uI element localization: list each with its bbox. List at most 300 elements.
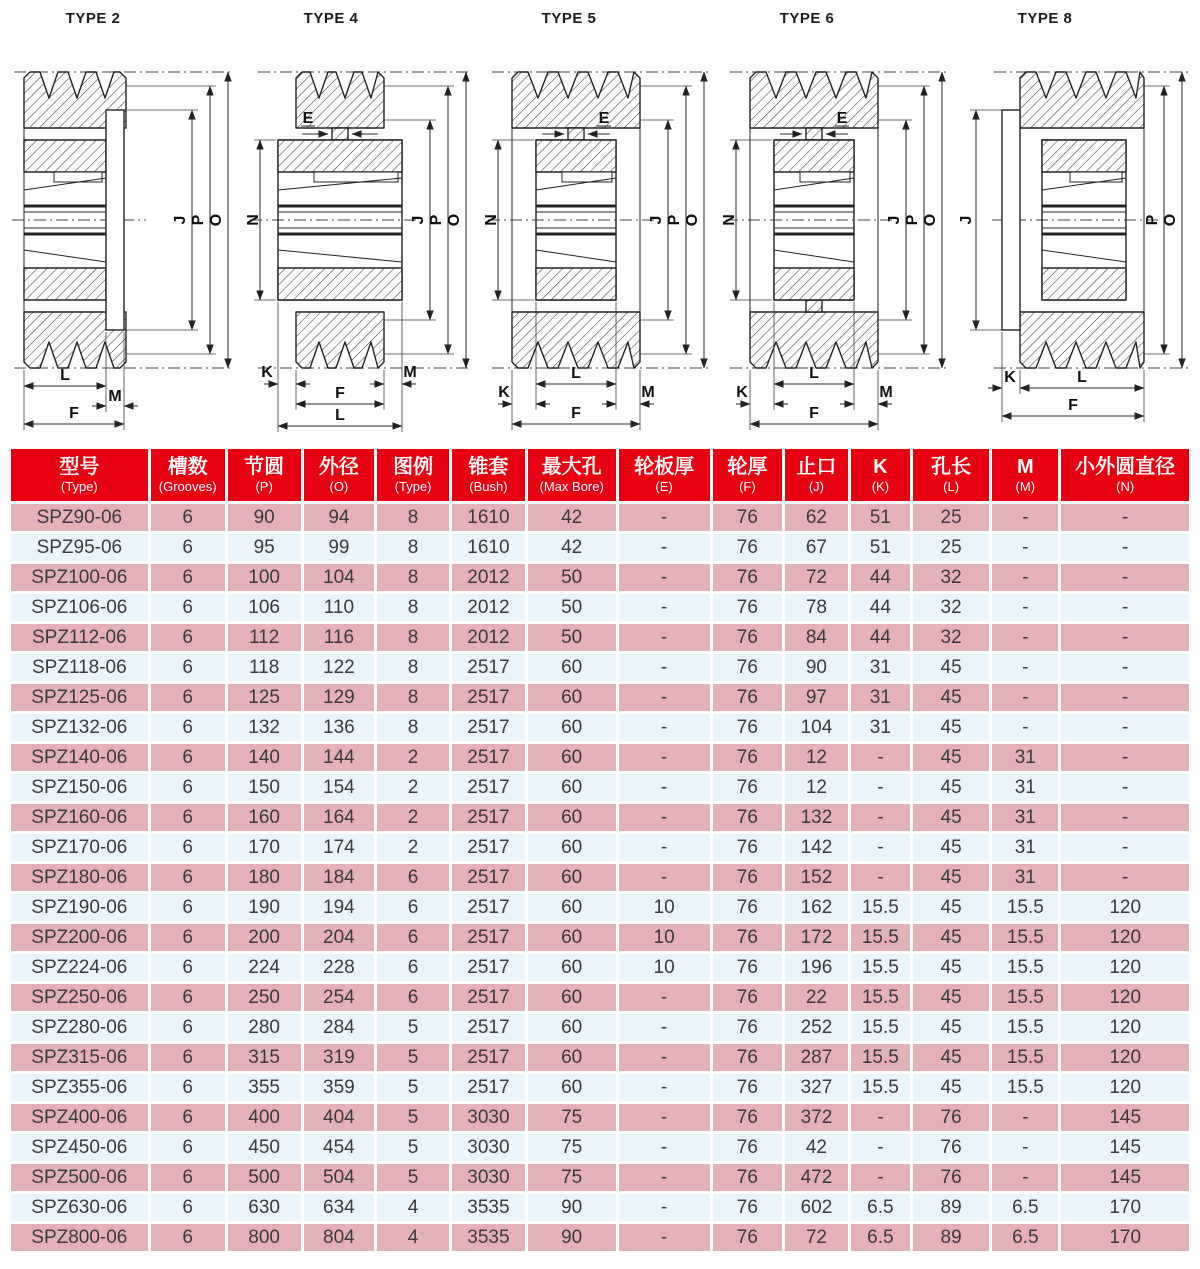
model-cell: SPZ150-06 (11, 774, 148, 801)
value-cell: 200 (228, 924, 301, 951)
value-cell: 90 (785, 654, 848, 681)
value-cell: 8 (377, 504, 449, 531)
value-cell: 76 (713, 594, 782, 621)
value-cell: 75 (528, 1134, 616, 1161)
table-row (11, 744, 1189, 771)
value-cell: 15.5 (992, 1074, 1058, 1101)
value-cell: 76 (713, 744, 782, 771)
value-cell: 2517 (452, 774, 525, 801)
value-cell: 76 (713, 1224, 782, 1251)
value-cell: - (851, 834, 910, 861)
drawing-type-2 (6, 6, 242, 444)
dim-label-p: P (428, 214, 445, 226)
value-cell: - (992, 594, 1058, 621)
value-cell: - (1061, 834, 1189, 861)
value-cell: 8 (377, 684, 449, 711)
value-cell: 254 (304, 984, 375, 1011)
value-cell: 5 (377, 1044, 449, 1071)
dim-label-j: J (886, 215, 903, 225)
value-cell: 76 (913, 1104, 989, 1131)
dim-label-k: K (1004, 369, 1016, 386)
dim-label-f: F (69, 405, 79, 422)
value-cell: 31 (851, 654, 910, 681)
value-cell: 634 (304, 1194, 375, 1221)
table-row (11, 984, 1189, 1011)
column-header: 最大孔 (Max Bore) (528, 449, 616, 501)
value-cell: 204 (304, 924, 375, 951)
value-cell: 372 (785, 1104, 848, 1131)
value-cell: 2 (377, 774, 449, 801)
value-cell: 45 (913, 1044, 989, 1071)
value-cell: 5 (377, 1164, 449, 1191)
value-cell: - (619, 1224, 710, 1251)
value-cell: 6 (151, 504, 225, 531)
value-cell: 174 (304, 834, 375, 861)
value-cell: - (619, 1164, 710, 1191)
value-cell: 315 (228, 1044, 301, 1071)
value-cell: 2012 (452, 564, 525, 591)
value-cell: 60 (528, 714, 616, 741)
table-row (11, 714, 1189, 741)
table-row (11, 804, 1189, 831)
value-cell: 45 (913, 714, 989, 741)
value-cell: 6 (151, 1014, 225, 1041)
value-cell: 110 (304, 594, 375, 621)
value-cell: 250 (228, 984, 301, 1011)
model-cell: SPZ112-06 (11, 624, 148, 651)
value-cell: 170 (1061, 1224, 1189, 1251)
table-row (11, 894, 1189, 921)
value-cell: 45 (913, 1014, 989, 1041)
value-cell: 76 (713, 1164, 782, 1191)
value-cell: - (1061, 774, 1189, 801)
value-cell: - (1061, 744, 1189, 771)
value-cell: 76 (913, 1164, 989, 1191)
value-cell: - (619, 744, 710, 771)
value-cell: 76 (713, 564, 782, 591)
value-cell: 2 (377, 834, 449, 861)
value-cell: 60 (528, 654, 616, 681)
value-cell: - (851, 1134, 910, 1161)
value-cell: 355 (228, 1074, 301, 1101)
value-cell: 84 (785, 624, 848, 651)
value-cell: 31 (992, 744, 1058, 771)
value-cell: - (851, 1164, 910, 1191)
dim-label-o: O (446, 213, 463, 227)
value-cell: - (1061, 804, 1189, 831)
type-8-cross-section (958, 32, 1194, 444)
value-cell: 180 (228, 864, 301, 891)
value-cell: 76 (713, 1194, 782, 1221)
value-cell: 60 (528, 744, 616, 771)
value-cell: 90 (528, 1194, 616, 1221)
value-cell: - (1061, 654, 1189, 681)
table-row (11, 594, 1189, 621)
value-cell: 120 (1061, 1074, 1189, 1101)
dim-label-k: K (498, 384, 510, 401)
dim-label-m: M (879, 384, 893, 401)
dim-label-k: K (261, 364, 273, 381)
value-cell: 6 (151, 684, 225, 711)
value-cell: 454 (304, 1134, 375, 1161)
value-cell: 31 (992, 774, 1058, 801)
value-cell: 42 (785, 1134, 848, 1161)
value-cell: 6 (377, 894, 449, 921)
value-cell: 51 (851, 534, 910, 561)
value-cell: - (992, 504, 1058, 531)
value-cell: 112 (228, 624, 301, 651)
value-cell: 6 (151, 714, 225, 741)
table-row (11, 684, 1189, 711)
model-cell: SPZ140-06 (11, 744, 148, 771)
value-cell: - (1061, 534, 1189, 561)
value-cell: - (619, 1074, 710, 1101)
value-cell: 44 (851, 624, 910, 651)
drawing-type-5 (482, 6, 718, 444)
value-cell: 6.5 (992, 1194, 1058, 1221)
value-cell: 8 (377, 594, 449, 621)
value-cell: 602 (785, 1194, 848, 1221)
value-cell: - (619, 1134, 710, 1161)
table-row (11, 1164, 1189, 1191)
value-cell: 287 (785, 1044, 848, 1071)
column-header: M (M) (992, 449, 1058, 501)
value-cell: 76 (713, 624, 782, 651)
value-cell: - (851, 774, 910, 801)
value-cell: 132 (785, 804, 848, 831)
model-cell: SPZ400-06 (11, 1104, 148, 1131)
value-cell: 45 (913, 684, 989, 711)
table-row (11, 624, 1189, 651)
value-cell: - (992, 624, 1058, 651)
value-cell: 500 (228, 1164, 301, 1191)
value-cell: - (619, 1104, 710, 1131)
model-cell: SPZ95-06 (11, 534, 148, 561)
dim-label-f: F (1068, 397, 1078, 414)
dim-label-l: L (809, 365, 819, 382)
dim-label-f: F (571, 405, 581, 422)
value-cell: 15.5 (851, 984, 910, 1011)
value-cell: 170 (1061, 1194, 1189, 1221)
value-cell: 2 (377, 804, 449, 831)
model-cell: SPZ132-06 (11, 714, 148, 741)
value-cell: 145 (1061, 1164, 1189, 1191)
spec-table-section (0, 444, 1200, 1262)
model-cell: SPZ500-06 (11, 1164, 148, 1191)
value-cell: - (851, 1104, 910, 1131)
value-cell: - (619, 834, 710, 861)
value-cell: 2517 (452, 834, 525, 861)
column-header: 节圆 (P) (228, 449, 301, 501)
value-cell: 6.5 (851, 1224, 910, 1251)
dim-label-j: J (172, 215, 189, 225)
value-cell: 5 (377, 1074, 449, 1101)
value-cell: - (1061, 864, 1189, 891)
value-cell: 32 (913, 564, 989, 591)
dim-label-e: E (598, 110, 610, 127)
value-cell: 60 (528, 1074, 616, 1101)
value-cell: 120 (1061, 1044, 1189, 1071)
value-cell: 72 (785, 1224, 848, 1251)
value-cell: 10 (619, 894, 710, 921)
value-cell: 6 (377, 924, 449, 951)
column-header: 轮厚 (F) (713, 449, 782, 501)
value-cell: - (619, 624, 710, 651)
value-cell: 284 (304, 1014, 375, 1041)
dim-label-e: E (836, 110, 848, 127)
drawing-title: TYPE 8 (1017, 10, 1073, 27)
value-cell: 60 (528, 894, 616, 921)
value-cell: - (619, 864, 710, 891)
value-cell: 252 (785, 1014, 848, 1041)
model-cell: SPZ800-06 (11, 1224, 148, 1251)
value-cell: 8 (377, 534, 449, 561)
value-cell: 3535 (452, 1224, 525, 1251)
value-cell: 6 (151, 534, 225, 561)
dim-label-m: M (403, 364, 417, 381)
value-cell: 15.5 (851, 954, 910, 981)
value-cell: 50 (528, 594, 616, 621)
dim-label-l: L (1077, 369, 1087, 386)
dim-label-o: O (684, 213, 701, 227)
value-cell: 327 (785, 1074, 848, 1101)
value-cell: 25 (913, 504, 989, 531)
value-cell: - (1061, 504, 1189, 531)
value-cell: 76 (713, 1074, 782, 1101)
dim-label-k: K (736, 384, 748, 401)
value-cell: 90 (528, 1224, 616, 1251)
model-cell: SPZ160-06 (11, 804, 148, 831)
type-4-cross-section (244, 32, 480, 444)
value-cell: 160 (228, 804, 301, 831)
model-cell: SPZ106-06 (11, 594, 148, 621)
spec-table (8, 446, 1192, 1254)
value-cell: 60 (528, 984, 616, 1011)
value-cell: 140 (228, 744, 301, 771)
value-cell: 359 (304, 1074, 375, 1101)
value-cell: 5 (377, 1014, 449, 1041)
value-cell: 152 (785, 864, 848, 891)
value-cell: 45 (913, 834, 989, 861)
value-cell: 42 (528, 534, 616, 561)
value-cell: 45 (913, 864, 989, 891)
table-row (11, 864, 1189, 891)
value-cell: 6 (151, 1134, 225, 1161)
value-cell: 172 (785, 924, 848, 951)
value-cell: - (619, 804, 710, 831)
value-cell: 22 (785, 984, 848, 1011)
table-row (11, 1224, 1189, 1251)
value-cell: - (619, 504, 710, 531)
value-cell: 72 (785, 564, 848, 591)
value-cell: 6.5 (851, 1194, 910, 1221)
value-cell: 6 (151, 774, 225, 801)
value-cell: 6 (151, 564, 225, 591)
model-cell: SPZ100-06 (11, 564, 148, 591)
value-cell: - (619, 1044, 710, 1071)
value-cell: 45 (913, 1074, 989, 1101)
value-cell: 6 (151, 1164, 225, 1191)
dim-label-o: O (1162, 213, 1179, 227)
dim-label-j: J (958, 215, 975, 225)
table-row (11, 654, 1189, 681)
dim-label-l: L (571, 365, 581, 382)
value-cell: 162 (785, 894, 848, 921)
drawing-type-6 (720, 6, 956, 444)
value-cell: 45 (913, 804, 989, 831)
value-cell: 120 (1061, 984, 1189, 1011)
value-cell: 145 (1061, 1104, 1189, 1131)
value-cell: 78 (785, 594, 848, 621)
value-cell: 15.5 (851, 924, 910, 951)
value-cell: - (1061, 624, 1189, 651)
value-cell: 120 (1061, 954, 1189, 981)
dim-label-p: P (1144, 214, 1161, 226)
value-cell: 67 (785, 534, 848, 561)
model-cell: SPZ118-06 (11, 654, 148, 681)
value-cell: - (619, 1014, 710, 1041)
value-cell: 76 (713, 504, 782, 531)
value-cell: - (619, 564, 710, 591)
model-cell: SPZ280-06 (11, 1014, 148, 1041)
value-cell: 76 (713, 684, 782, 711)
value-cell: 60 (528, 1044, 616, 1071)
value-cell: 6 (151, 954, 225, 981)
value-cell: - (1061, 684, 1189, 711)
table-row (11, 1074, 1189, 1101)
value-cell: 94 (304, 504, 375, 531)
value-cell: 15.5 (851, 1074, 910, 1101)
dim-label-n: N (483, 214, 500, 226)
value-cell: 8 (377, 564, 449, 591)
value-cell: 45 (913, 984, 989, 1011)
value-cell: 136 (304, 714, 375, 741)
drawing-title: TYPE 5 (541, 10, 597, 27)
model-cell: SPZ180-06 (11, 864, 148, 891)
value-cell: 60 (528, 804, 616, 831)
model-cell: SPZ630-06 (11, 1194, 148, 1221)
value-cell: - (992, 714, 1058, 741)
value-cell: - (992, 654, 1058, 681)
value-cell: 6 (151, 1044, 225, 1071)
value-cell: 60 (528, 684, 616, 711)
value-cell: 6 (151, 984, 225, 1011)
value-cell: 6 (151, 654, 225, 681)
value-cell: 132 (228, 714, 301, 741)
value-cell: - (619, 1194, 710, 1221)
table-row (11, 834, 1189, 861)
value-cell: 31 (992, 804, 1058, 831)
pulley-drawings (0, 0, 1200, 444)
model-cell: SPZ315-06 (11, 1044, 148, 1071)
table-row (11, 504, 1189, 531)
drawing-type-4 (244, 6, 480, 444)
table-row (11, 564, 1189, 591)
value-cell: 8 (377, 624, 449, 651)
drawing-title: TYPE 2 (65, 10, 121, 27)
value-cell: - (1061, 714, 1189, 741)
value-cell: 6 (377, 984, 449, 1011)
table-row (11, 1134, 1189, 1161)
value-cell: 6 (151, 1104, 225, 1131)
value-cell: 144 (304, 744, 375, 771)
value-cell: 2012 (452, 624, 525, 651)
value-cell: 6 (151, 924, 225, 951)
value-cell: 6 (151, 744, 225, 771)
value-cell: 120 (1061, 924, 1189, 951)
value-cell: 2517 (452, 954, 525, 981)
value-cell: 3535 (452, 1194, 525, 1221)
value-cell: 224 (228, 954, 301, 981)
dim-label-n: N (721, 214, 738, 226)
value-cell: 15.5 (992, 894, 1058, 921)
value-cell: 6 (377, 954, 449, 981)
type-6-cross-section (720, 32, 956, 444)
value-cell: 60 (528, 774, 616, 801)
table-row (11, 534, 1189, 561)
value-cell: 76 (713, 1134, 782, 1161)
value-cell: 142 (785, 834, 848, 861)
value-cell: 32 (913, 594, 989, 621)
dim-label-l: L (60, 367, 70, 384)
value-cell: 4 (377, 1194, 449, 1221)
value-cell: 2517 (452, 984, 525, 1011)
value-cell: 145 (1061, 1134, 1189, 1161)
drawing-type-8 (958, 6, 1194, 444)
model-cell: SPZ125-06 (11, 684, 148, 711)
model-cell: SPZ450-06 (11, 1134, 148, 1161)
table-row (11, 1044, 1189, 1071)
value-cell: 6 (377, 864, 449, 891)
dim-label-m: M (641, 384, 655, 401)
value-cell: 100 (228, 564, 301, 591)
value-cell: 196 (785, 954, 848, 981)
dim-label-n: N (245, 214, 262, 226)
dim-label-l: L (335, 407, 345, 424)
column-header: 小外圆直径 (N) (1061, 449, 1189, 501)
value-cell: 3030 (452, 1104, 525, 1131)
dim-label-p: P (904, 214, 921, 226)
value-cell: 45 (913, 774, 989, 801)
value-cell: - (851, 804, 910, 831)
value-cell: 2517 (452, 1044, 525, 1071)
value-cell: 2517 (452, 684, 525, 711)
value-cell: 118 (228, 654, 301, 681)
dim-label-o: O (922, 213, 939, 227)
value-cell: 6 (151, 804, 225, 831)
column-header: 槽数 (Grooves) (151, 449, 225, 501)
value-cell: 51 (851, 504, 910, 531)
value-cell: 2517 (452, 714, 525, 741)
value-cell: - (992, 564, 1058, 591)
value-cell: 8 (377, 654, 449, 681)
drawing-title: TYPE 4 (303, 10, 359, 27)
value-cell: 164 (304, 804, 375, 831)
dim-label-p: P (190, 214, 207, 226)
dim-label-e: E (302, 110, 314, 127)
column-header: 锥套 (Bush) (452, 449, 525, 501)
value-cell: 90 (228, 504, 301, 531)
value-cell: 50 (528, 624, 616, 651)
value-cell: 6 (151, 624, 225, 651)
value-cell: - (619, 684, 710, 711)
column-header: 型号 (Type) (11, 449, 148, 501)
value-cell: - (1061, 594, 1189, 621)
value-cell: 45 (913, 744, 989, 771)
model-cell: SPZ250-06 (11, 984, 148, 1011)
value-cell: 10 (619, 954, 710, 981)
type-2-cross-section (6, 32, 242, 444)
